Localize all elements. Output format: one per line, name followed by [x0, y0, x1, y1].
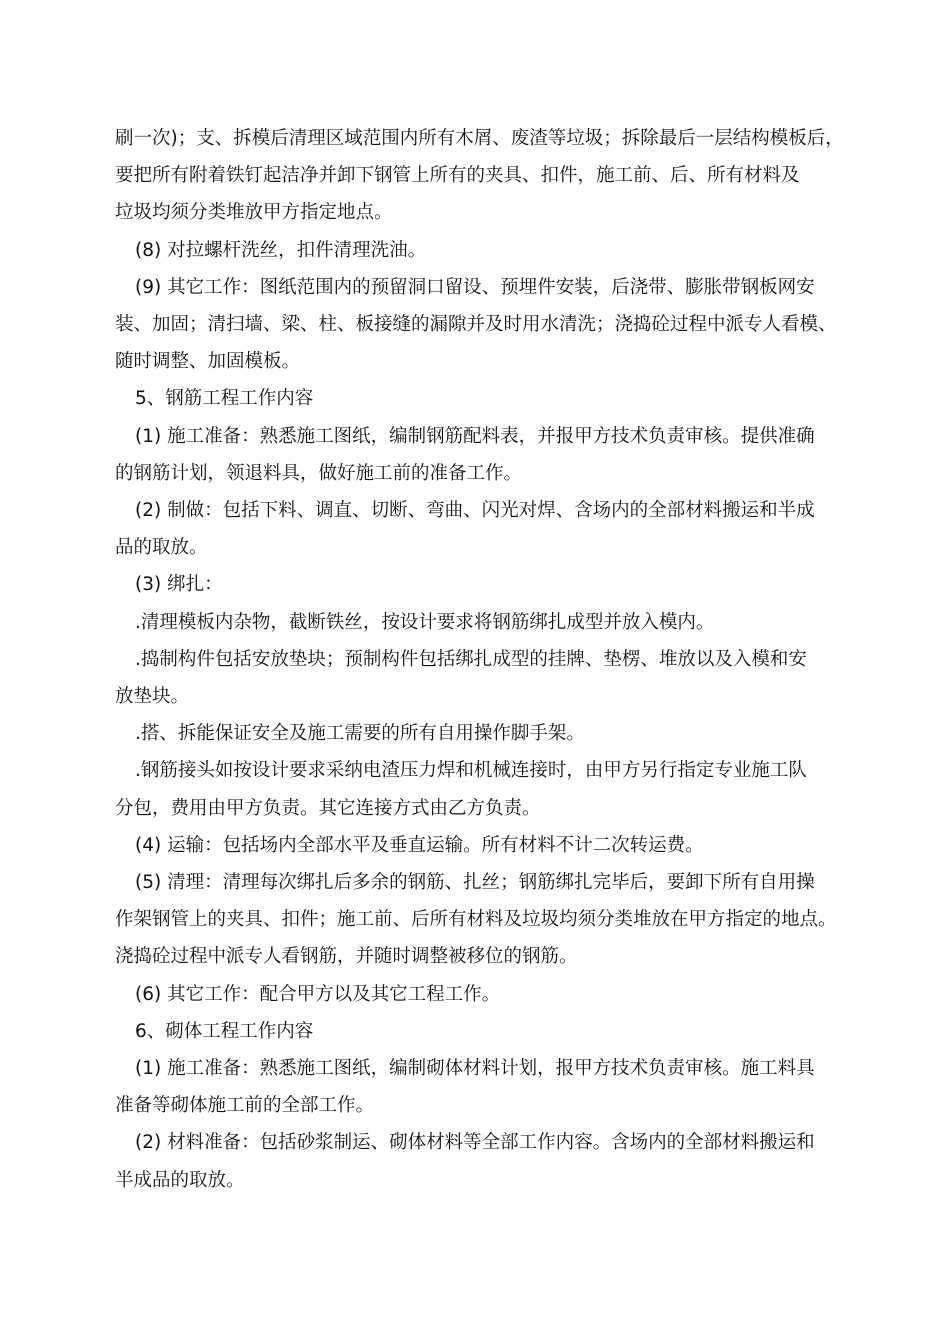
text-line: (6) 其它工作：配合甲方以及其它工程工作。: [135, 983, 501, 1005]
paragraph-rebar-3c: [115, 715, 855, 752]
text-line: (9) 其它工作：图纸范围内的预留洞口留设、预埋件安装，后浇带、膨胀带钢板网安: [135, 276, 815, 298]
paragraph-cleanup-continued: [115, 120, 855, 232]
text-line: 的钢筋计划，领退料具，做好施工前的准备工作。: [115, 462, 523, 484]
text-line: (5) 清理：清理每次绑扎后多余的钢筋、扎丝；钢筋绑扎完毕后，要卸下所有自用操: [135, 872, 815, 894]
paragraph-masonry-2: [115, 1124, 855, 1198]
paragraph-rebar-2: [115, 492, 855, 566]
text-line: 准备等砌体施工前的全部工作。: [115, 1095, 375, 1117]
paragraph-rebar-3: [115, 566, 855, 603]
text-line: 作架钢管上的夹具、扣件；施工前、后所有材料及垃圾均须分类堆放在甲方指定的地点。: [115, 909, 837, 931]
text-line: 刷一次)；支、拆模后清理区域范围内所有木屑、废渣等垃圾；拆除最后一层结构模板后，: [115, 128, 844, 149]
text-line: 随时调整、加固模板。: [115, 351, 301, 373]
paragraph-rebar-3d: [115, 752, 855, 826]
text-line: 半成品的取放。: [115, 1169, 245, 1191]
text-line: .搭、拆能保证安全及施工需要的所有自用操作脚手架。: [135, 723, 585, 745]
paragraph-rebar-3b: [115, 641, 855, 715]
text-line: .钢筋接头如按设计要求采纳电渣压力焊和机械连接时，由甲方另行指定专业施工队: [135, 760, 807, 782]
text-line: 要把所有附着铁钉起洁净并卸下钢管上所有的夹具、扣件，施工前、后、所有材料及: [115, 165, 800, 187]
text-line: 放垫块。: [115, 686, 190, 708]
text-line: (4) 运输：包括场内全部水平及垂直运输。所有材料不计二次转运费。: [135, 834, 704, 856]
text-line: (8) 对拉螺杆洗丝，扣件清理洗油。: [135, 239, 427, 261]
text-line: .清理模板内杂物，截断铁丝，按设计要求将钢筋绑扎成型并放入模内。: [135, 611, 715, 633]
paragraph-rebar-1: [115, 418, 855, 492]
text-line: (3) 绑扎：: [135, 574, 223, 596]
paragraph-item-9: [115, 269, 855, 381]
text-line: 品的取放。: [115, 537, 208, 559]
text-line: 装、加固；清扫墙、梁、柱、板接缝的漏隙并及时用水清洗；浇捣砼过程中派专人看模、: [115, 314, 837, 336]
section-heading-rebar: [115, 380, 855, 417]
text-line: (2) 制做：包括下料、调直、切断、弯曲、闪光对焊、含场内的全部材料搬运和半成: [135, 500, 815, 522]
paragraph-rebar-3a: [115, 604, 855, 641]
text-line: 浇捣砼过程中派专人看钢筋，并随时调整被移位的钢筋。: [115, 946, 578, 968]
document-body: [115, 120, 855, 1199]
section-heading-masonry: [115, 1013, 855, 1050]
text-line: (1) 施工准备：熟悉施工图纸，编制钢筋配料表，并报甲方技术负责审核。提供准确: [135, 425, 815, 447]
text-line: 分包，费用由甲方负责。其它连接方式由乙方负责。: [115, 797, 541, 819]
paragraph-item-8: [115, 232, 855, 269]
paragraph-rebar-5: [115, 864, 855, 976]
text-line: 6、砌体工程工作内容: [135, 1020, 314, 1042]
paragraph-masonry-1: [115, 1050, 855, 1124]
text-line: (2) 材料准备：包括砂浆制运、砌体材料等全部工作内容。含场内的全部材料搬运和: [135, 1132, 815, 1154]
text-line: (1) 施工准备：熟悉施工图纸，编制砌体材料计划，报甲方技术负责审核。施工料具: [135, 1058, 815, 1080]
paragraph-rebar-4: [115, 827, 855, 864]
text-line: .捣制构件包括安放垫块；预制构件包括绑扎成型的挂牌、垫楞、堆放以及入模和安: [135, 648, 807, 670]
text-line: 5、钢筋工程工作内容: [135, 388, 314, 410]
paragraph-rebar-6: [115, 976, 855, 1013]
text-line: 垃圾均须分类堆放甲方指定地点。: [115, 202, 393, 224]
